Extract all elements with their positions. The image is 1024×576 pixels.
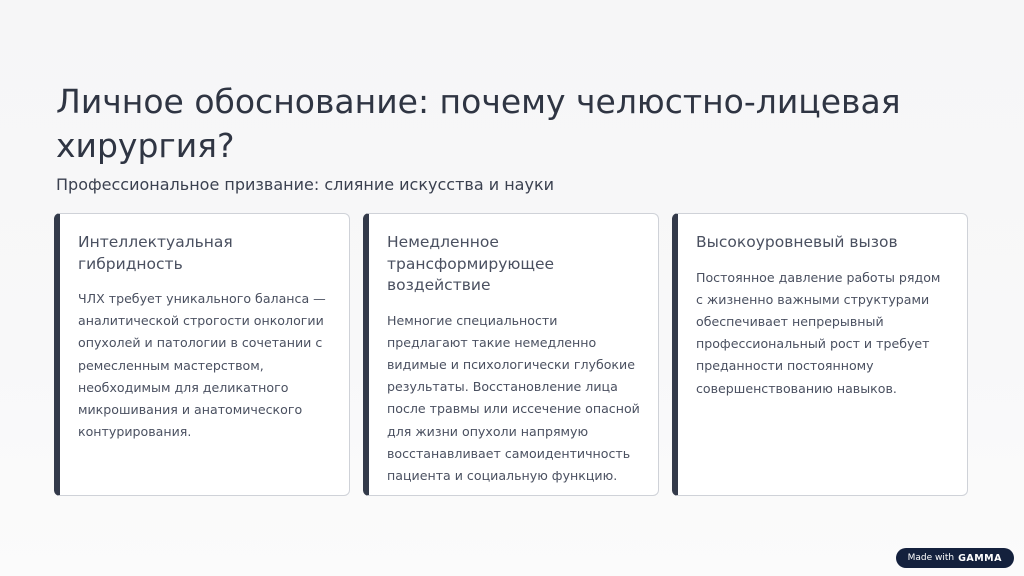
card-heading: Высокоуровневый вызов xyxy=(696,233,898,251)
made-with-gamma-badge[interactable] xyxy=(896,548,1014,568)
card-body: Немногие специальности предлагают такие немедленно видимые и психологически глубокие результаты. Восстановление лица после травмы или иссечение опасной для жизни опухоли напрямую восстанавливает самоидентичность пациента и социальную функцию. xyxy=(387,312,640,483)
card-immediate-impact xyxy=(363,213,659,496)
page-title: Личное обоснование: почему челюстно-лицевая хирургия? xyxy=(56,82,901,165)
card-intellectual-hybridity xyxy=(54,213,350,496)
badge-prefix: Made with xyxy=(907,553,955,563)
card-heading: Немедленное трансформирующее воздействие xyxy=(387,233,555,294)
page-subtitle: Профессиональное призвание: слияние искусства и науки xyxy=(56,175,554,194)
card-heading: Интеллектуальная гибридность xyxy=(78,233,233,273)
card-body: ЧЛХ требует уникального баланса — аналитической строгости онкологии опухолей и патологии в сочетании с ремесленным мастерством, необходимым для деликатного микрошивания и анатомического контурирования. xyxy=(78,291,326,440)
card-body: Постоянное давление работы рядом с жизненно важными структурами обеспечивает непрерывный профессиональный рост и требует преданности постоянному совершенствованию навыков. xyxy=(696,269,941,396)
card-high-level-challenge xyxy=(672,213,968,496)
gamma-logo: GAMMA xyxy=(958,552,1002,564)
